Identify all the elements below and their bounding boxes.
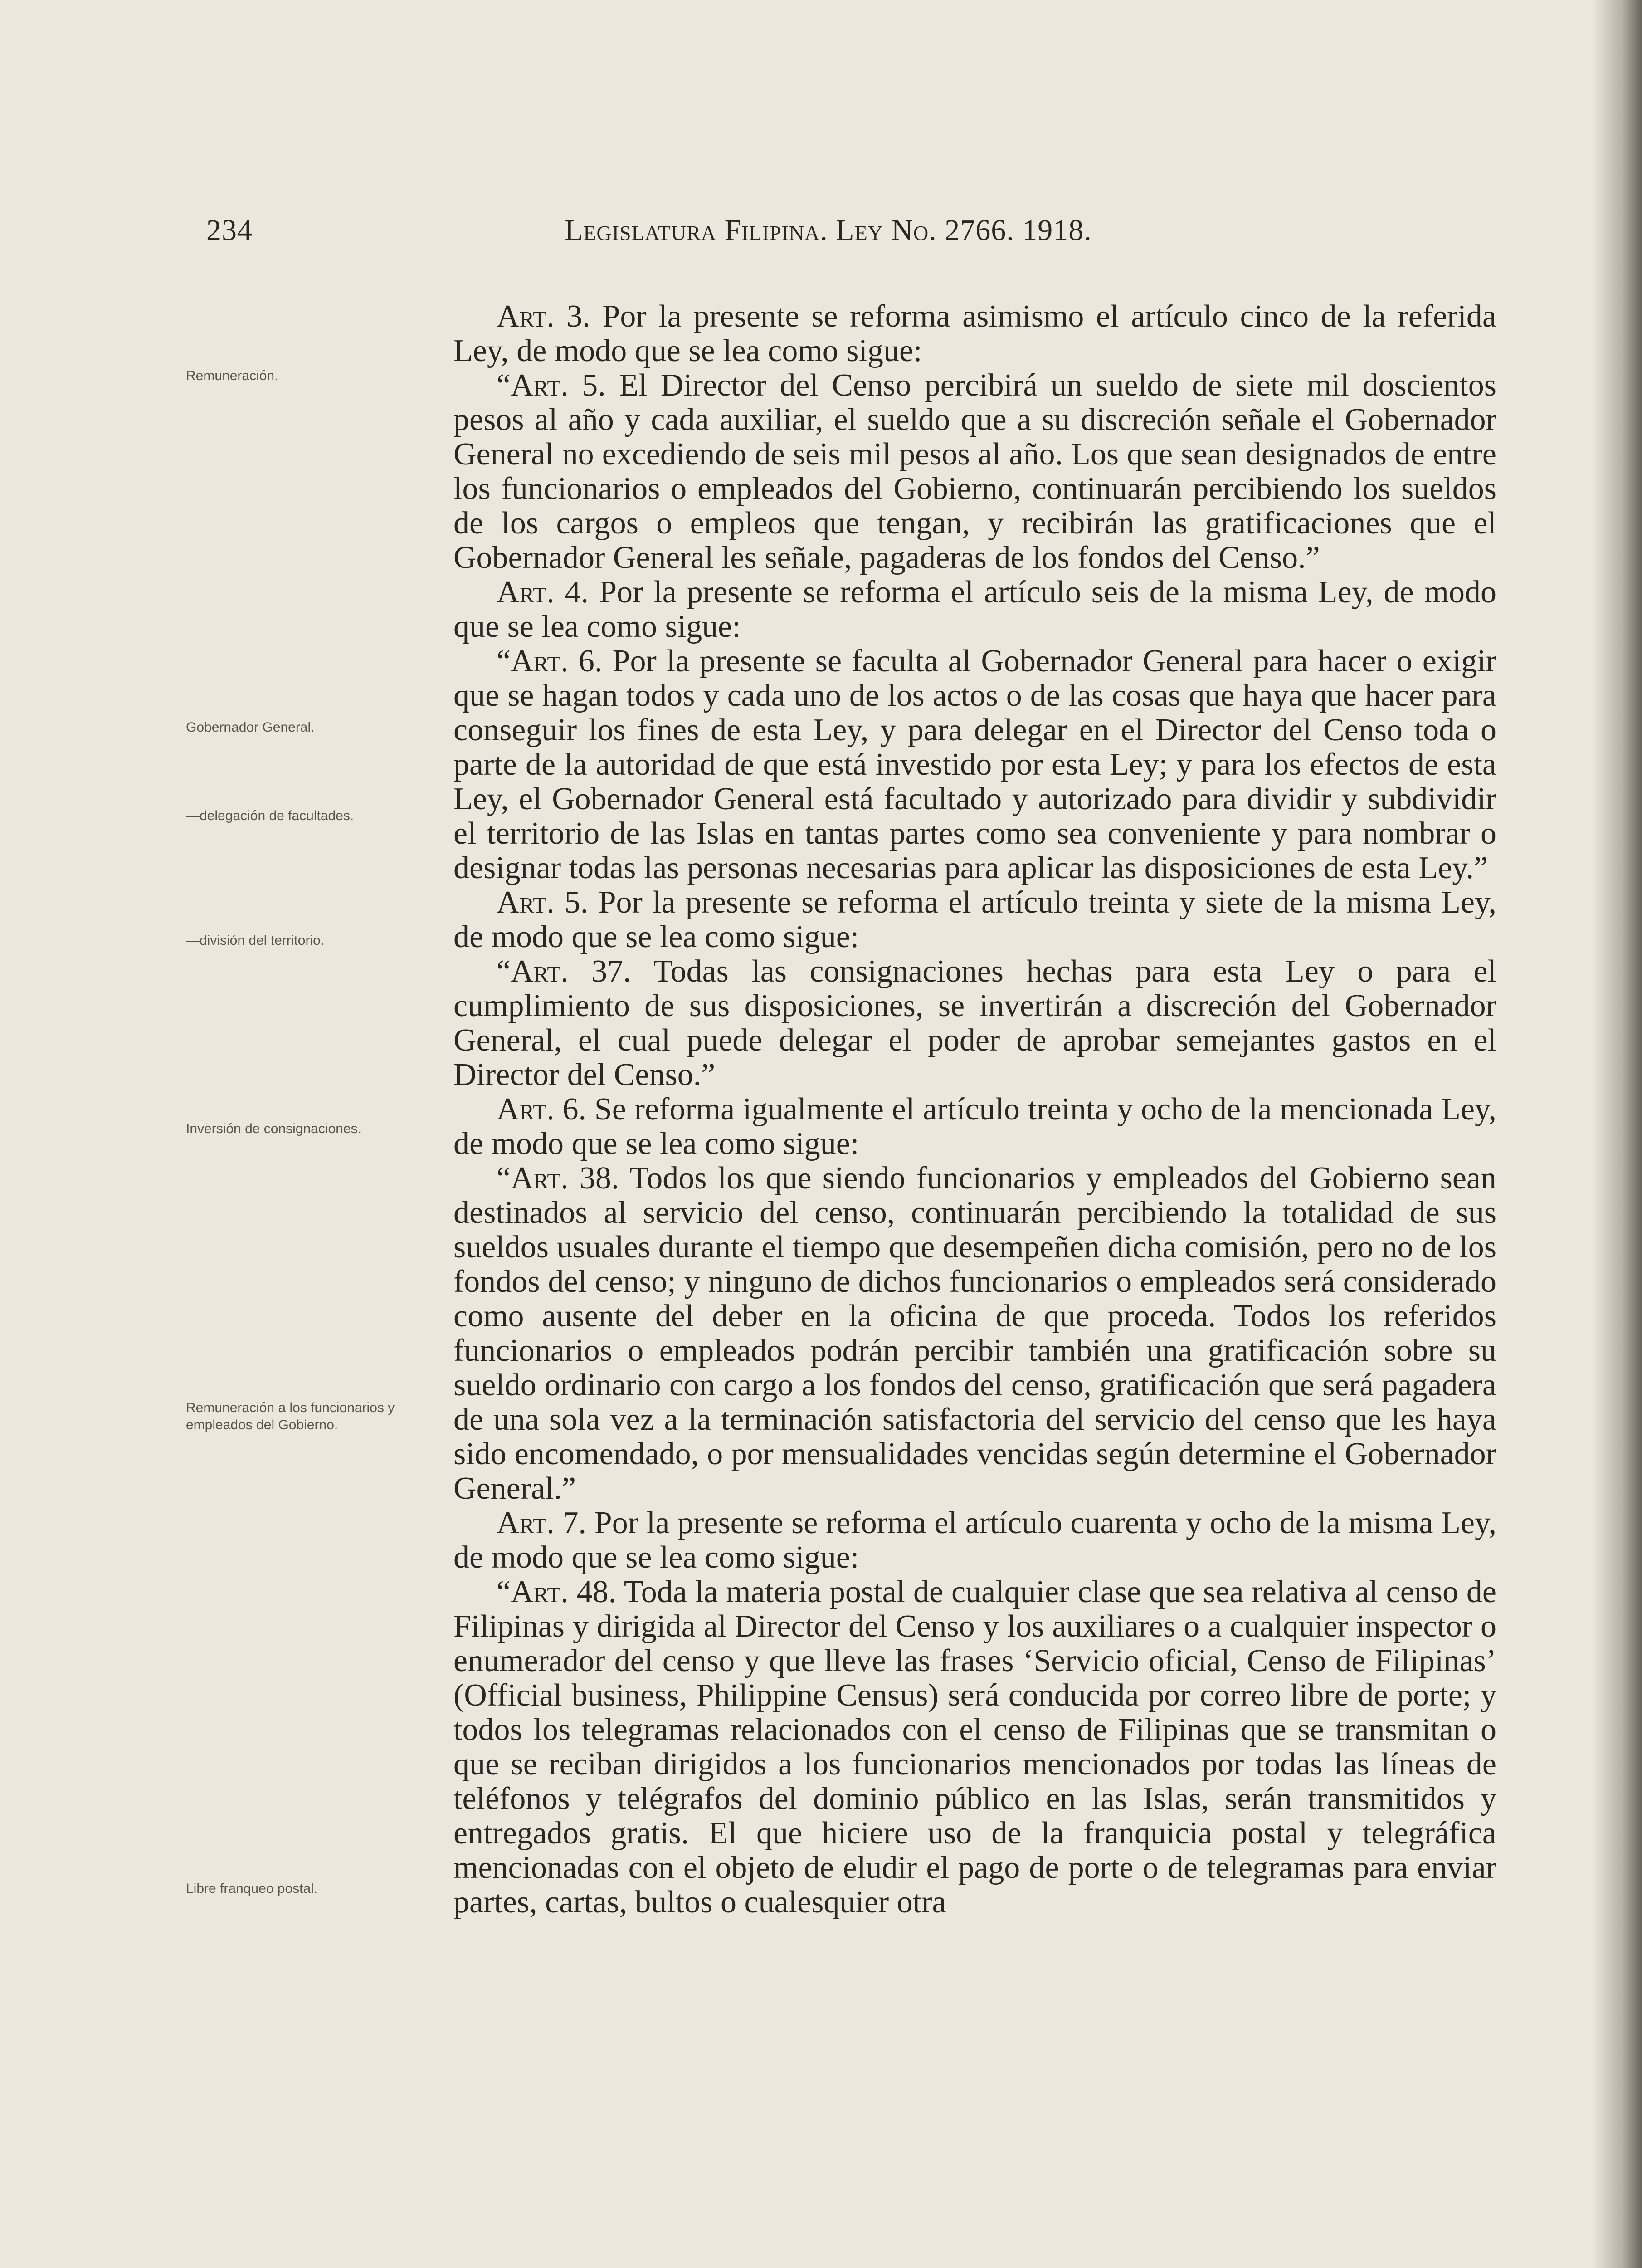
paragraph bbox=[453, 1506, 1496, 1575]
paragraph-text: Por la presente se faculta al Gobernador General para hacer o exigir que se hagan todos y cada uno de los actos o de las cosas que haya que hacer para conseguir los fines de esta Ley, y para delegar en el Director del Censo toda o parte de la autoridad de que está investido por esta Ley; y para los efectos de esta Ley, el Gobernador General está facultado y autorizado para dividir y subdividir el territorio de las Islas en tantas partes como sea conveniente y para nombrar o designar todas las personas necesarias para aplicar las disposiciones de esta Ley.” bbox=[453, 644, 1496, 885]
running-title: Legislatura Filipina. Ley No. 2766. 1918. bbox=[565, 214, 1092, 247]
margin-note-remuneracion: Remuneración. bbox=[186, 368, 278, 383]
article-label: Art. 5. bbox=[497, 885, 589, 920]
paragraph-text: Toda la materia postal de cualquier clase que sea relativa al censo de Filipinas y dirigida al Director del Censo y los auxiliares o a cualquier inspector o enumerador del censo y que lleve las frases ‘Servicio oficial, Censo de Filipinas’ (Official business, Philippine Census) será conducida por correo libre de porte; y todos los telegramas relacionados con el censo de Filipinas que se transmitan o que se reciban dirigidos a los funcionarios mencionados por todas las líneas de teléfonos y telégrafos del dominio público en las Islas, serán transmitidos y entregados gratis. El que hiciere uso de la franquicia postal y telegráfica mencionadas con el objeto de eludir el pago de porte o de telegramas para enviar partes, cartas, bultos o cualesquier otra bbox=[453, 1574, 1496, 1920]
paragraph bbox=[453, 1161, 1496, 1506]
margin-note-libre-franqueo: Libre franqueo postal. bbox=[186, 1881, 318, 1896]
paragraph bbox=[453, 885, 1496, 954]
paragraph bbox=[453, 575, 1496, 644]
article-label: “Art. 38. bbox=[497, 1161, 619, 1196]
paragraph-text: Todos los que siendo funcionarios y empleados del Gobierno sean destinados al servicio del censo, continuarán percibiendo la totalidad de sus sueldos usuales durante el tiempo que desempeñen dicha comisión, pero no de los fondos del censo; y ninguno de dichos funcionarios o empleados será considerado como ausente del deber en la oficina de que proceda. Todos los referidos funcionarios o empleados podrán percibir también una gratificación sobre su sueldo ordinario con cargo a los fondos del censo, gratificación que será pagadera de una sola vez a la terminación satisfactoria del servicio del censo que les haya sido encomendado, o por mensualidades vencidas según determine el Gobernador General.” bbox=[453, 1161, 1497, 1506]
paragraph-text: Se reforma igualmente el artículo treinta y ocho de la mencionada Ley, de modo que se lea como sigue: bbox=[453, 1092, 1496, 1161]
paragraph bbox=[453, 1092, 1496, 1161]
article-label: “Art. 6. bbox=[497, 644, 603, 679]
article-label: “Art. 48. bbox=[497, 1574, 617, 1609]
page-number: 234 bbox=[206, 214, 253, 247]
margin-note-gobernador-general: Gobernador General. bbox=[186, 720, 315, 735]
paragraph-text: El Director del Censo percibirá un sueldo de siete mil doscientos pesos al año y cada auxiliar, el sueldo que a su discreción señale el Gobernador General no excediendo de seis mil pesos al año. Los que sean designados de entre los funcionarios o empleados del Gobierno, continuarán percibiendo los sueldos de los cargos o empleos que tengan, y recibirán las gratificaciones que el Gobernador General les señale, pagaderas de los fondos del Censo.” bbox=[453, 368, 1496, 575]
paragraph bbox=[453, 954, 1496, 1092]
margin-note-delegacion-facultades: —delegación de facultades. bbox=[186, 808, 354, 823]
paragraph bbox=[453, 368, 1496, 575]
article-label: Art. 3. bbox=[497, 299, 590, 334]
article-label: Art. 7. bbox=[497, 1505, 586, 1540]
article-label: Art. 6. bbox=[497, 1092, 587, 1127]
paragraph-text: Por la presente se reforma el artículo cuarenta y ocho de la misma Ley, de modo que se lea como sigue: bbox=[453, 1505, 1496, 1575]
paragraph bbox=[453, 299, 1496, 368]
margin-notes bbox=[186, 0, 467, 2268]
page-edge-shadow bbox=[1592, 0, 1642, 2268]
body-text bbox=[453, 299, 1496, 1920]
paragraph bbox=[453, 644, 1496, 885]
paragraph-text: Todas las consignaciones hechas para esta Ley o para el cumplimiento de sus disposiciones, se invertirán a discreción del Gobernador General, el cual puede delegar el poder de aprobar semejantes gastos en el Director del Censo.” bbox=[453, 954, 1497, 1092]
paragraph-text: Por la presente se reforma el artículo treinta y siete de la misma Ley, de modo que se lea como sigue: bbox=[453, 885, 1497, 954]
article-label: Art. 4. bbox=[497, 575, 589, 610]
margin-note-division-territorio: —división del territorio. bbox=[186, 933, 325, 948]
paragraph bbox=[453, 1575, 1496, 1920]
article-label: “Art. 37. bbox=[497, 954, 631, 989]
paragraph-text: Por la presente se reforma asimismo el artículo cinco de la referida Ley, de modo que se lea como sigue: bbox=[453, 299, 1496, 368]
paragraph-text: Por la presente se reforma el artículo seis de la misma Ley, de modo que se lea como sigue: bbox=[453, 575, 1496, 644]
margin-note-inversion-consignaciones: Inversión de consignaciones. bbox=[186, 1121, 361, 1136]
article-label: “Art. 5. bbox=[497, 368, 606, 403]
margin-note-remuneracion-funcionarios: Remuneración a los funcionarios y empleados del Gobierno. bbox=[186, 1400, 395, 1432]
